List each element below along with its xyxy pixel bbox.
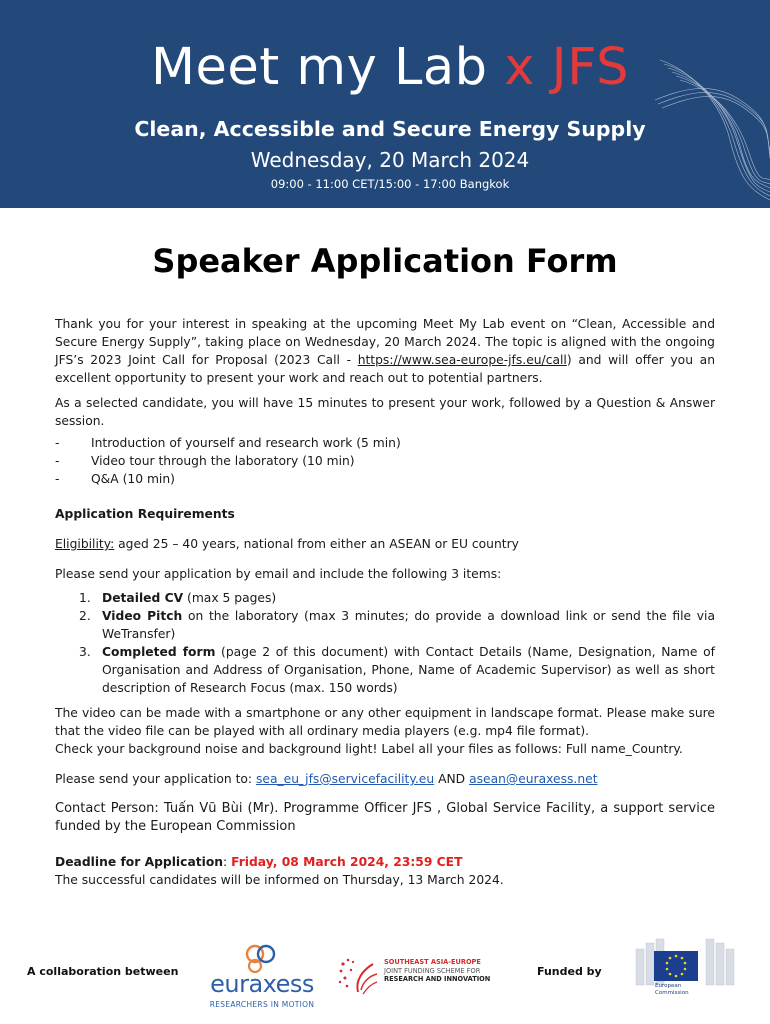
item-bold: Video Pitch bbox=[102, 609, 183, 623]
send-to-prefix: Please send your application to: bbox=[55, 772, 256, 786]
agenda-item: - Q&A (10 min) bbox=[55, 470, 715, 488]
sea-europe-logo-icon bbox=[333, 952, 383, 1002]
item-number: 2. bbox=[79, 609, 91, 623]
intro-text-end: ) and will offer you an excellent opportunity to present your work and reach out to potential partners. bbox=[55, 353, 715, 385]
title-main: Meet my Lab bbox=[150, 38, 488, 97]
intro-paragraph bbox=[55, 315, 715, 387]
video-paragraph: The video can be made with a smartphone or any other equipment in landscape format. Please make sure that the video file can be played with all ordinary media players (e.g. mp4 file format). bbox=[55, 706, 715, 738]
footer bbox=[0, 930, 770, 1024]
eligibility-text: aged 25 – 40 years, national from either an ASEAN or EU country bbox=[114, 537, 519, 551]
agenda-list bbox=[55, 434, 715, 488]
item-text: (page 2 of this document) with Contact Details (Name, Designation, Name of Organisation and Address of Organisation, Phone, Name of Academic Supervisor) as well as short description of Research Focus (max. 150 words) bbox=[102, 645, 715, 695]
euraxess-wordmark: euraxess bbox=[210, 970, 314, 998]
intro-text: Thank you for your interest in speaking at the upcoming Meet My Lab event on “Clean, Accessible and Secure Energy Supply”, taking place on Wednesday, 20 March 2024. The topic is aligned with the ongoing JFS’s 2023 Joint Call for Proposal (2023 Call - bbox=[55, 317, 715, 367]
sea-line-3: RESEARCH AND INNOVATION bbox=[384, 975, 491, 983]
send-to-paragraph bbox=[55, 770, 715, 788]
collaboration-label: A collaboration between bbox=[27, 965, 179, 978]
page-title: Speaker Application Form bbox=[152, 242, 618, 280]
email-link-asean[interactable]: asean@euraxess.net bbox=[469, 772, 598, 786]
ec-line-1: European bbox=[655, 983, 682, 989]
title-x: x bbox=[504, 38, 535, 97]
list-item bbox=[55, 589, 715, 607]
banner-subtitle: Clean, Accessible and Secure Energy Supply bbox=[134, 117, 646, 141]
contact-paragraph: Contact Person: Tuấn Vũ Bùi (Mr). Programme Officer JFS , Global Service Facility, a support service funded by the European Commission bbox=[55, 801, 715, 834]
send-items-paragraph: Please send your application by email and include the following 3 items: bbox=[55, 567, 502, 581]
item-number: 3. bbox=[79, 645, 91, 659]
funded-by-label: Funded by bbox=[537, 965, 602, 978]
call-link[interactable]: https://www.sea-europe-jfs.eu/call bbox=[357, 353, 567, 367]
sea-line-1: SOUTHEAST ASIA-EUROPE bbox=[384, 958, 481, 966]
european-commission-logo-icon bbox=[632, 935, 738, 1007]
items-list bbox=[55, 589, 715, 697]
informed-paragraph: The successful candidates will be informed on Thursday, 13 March 2024. bbox=[55, 873, 504, 887]
deadline-sep: : bbox=[223, 855, 232, 869]
ec-wordmark bbox=[655, 983, 715, 996]
euraxess-tagline: RESEARCHERS IN MOTION bbox=[209, 1000, 315, 1009]
banner-date: Wednesday, 20 March 2024 bbox=[250, 148, 530, 172]
email-link-sea[interactable]: sea_eu_jfs@servicefacility.eu bbox=[256, 772, 435, 786]
deadline-paragraph bbox=[55, 853, 715, 871]
list-item bbox=[55, 607, 715, 643]
form-content bbox=[55, 315, 715, 889]
banner-title bbox=[0, 38, 770, 97]
item-text: (max 5 pages) bbox=[183, 591, 277, 605]
eligibility-label: Eligibility: bbox=[55, 537, 115, 551]
item-bold: Detailed CV bbox=[102, 591, 184, 605]
event-banner bbox=[0, 0, 770, 208]
item-bold: Completed form bbox=[102, 645, 216, 659]
agenda-item: - Video tour through the laboratory (10 min) bbox=[55, 452, 715, 470]
eligibility-paragraph bbox=[55, 535, 715, 553]
requirements-heading: Application Requirements bbox=[55, 507, 235, 521]
check-paragraph: Check your background noise and background light! Label all your files as follows: Full name_Country. bbox=[55, 742, 683, 756]
sea-europe-wordmark bbox=[384, 958, 514, 984]
item-number: 1. bbox=[79, 591, 91, 605]
deadline-label: Deadline for Application bbox=[55, 855, 224, 869]
list-item bbox=[55, 643, 715, 697]
sea-line-2: JOINT FUNDING SCHEME FOR bbox=[384, 966, 481, 975]
deadline-value: Friday, 08 March 2024, 23:59 CET bbox=[231, 855, 463, 869]
send-to-and: AND bbox=[434, 772, 470, 786]
session-paragraph: As a selected candidate, you will have 15 minutes to present your work, followed by a Question & Answer session. bbox=[55, 396, 715, 428]
agenda-item: - Introduction of yourself and research work (5 min) bbox=[55, 434, 715, 452]
ec-line-2: Commission bbox=[655, 989, 689, 996]
item-text: on the laboratory (max 3 minutes; do provide a download link or send the file via WeTransfer) bbox=[102, 609, 715, 641]
title-jfs: JFS bbox=[551, 38, 630, 97]
banner-time: 09:00 - 11:00 CET/15:00 - 17:00 Bangkok bbox=[270, 177, 510, 191]
